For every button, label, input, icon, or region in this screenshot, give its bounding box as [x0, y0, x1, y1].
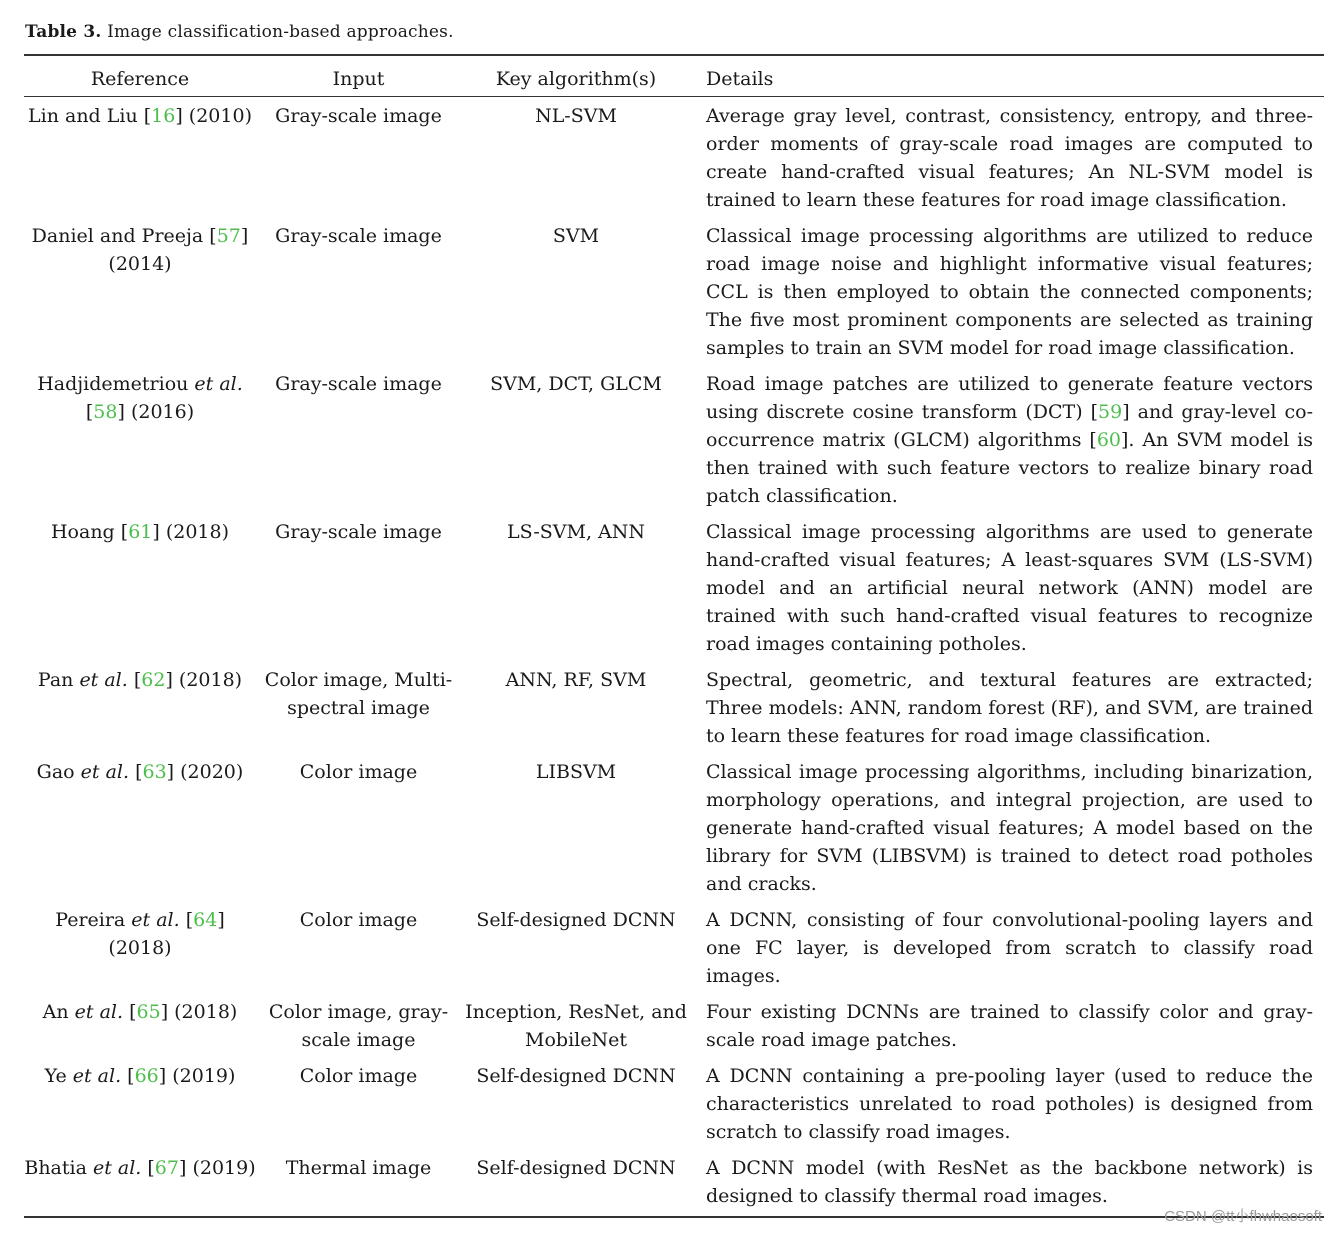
reference-author: An	[42, 1001, 75, 1023]
reference-etal: et al.	[74, 1001, 124, 1023]
table-row	[24, 993, 1324, 1057]
reference-year: (2014)	[108, 253, 172, 275]
table-caption	[25, 22, 454, 42]
details-cell: Classical image processing algorithms, including binarization, morphology operations, and integral projection, are used to generate hand-crafted visual features; A model based on the library for SVM (LIBSVM) is trained to detect road potholes and cracks.	[706, 761, 1313, 895]
reference-year: (2018)	[174, 1001, 238, 1023]
table-caption-label: Table 3.	[25, 22, 102, 42]
reference-year: (2018)	[108, 937, 172, 959]
algorithm-cell: Inception, ResNet, and MobileNet	[465, 1001, 687, 1051]
reference-cell: Bhatia et al. [67] (2019)	[24, 1149, 256, 1217]
table-row	[24, 217, 1324, 365]
details-cell: Average gray level, contrast, consistency, entropy, and three-order moments of gray-scale road images are computed to create hand-crafted visual features; An NL-SVM model is trained to learn these features for road image classification.	[706, 105, 1313, 211]
reference-year: (2018)	[165, 521, 230, 543]
reference-author: Lin and Liu	[28, 105, 144, 127]
details-cell: Spectral, geometric, and textural features are extracted; Three models: ANN, random forest (RF), and SVM, are trained to learn these features for road image classification.	[706, 669, 1313, 747]
reference-etal: et al.	[194, 373, 243, 395]
citation-link[interactable]: 64	[193, 909, 218, 931]
reference-author: Hadjidemetriou	[37, 373, 195, 395]
reference-etal: et al.	[80, 761, 130, 783]
classification-table	[24, 54, 1324, 1218]
table-row	[24, 1057, 1324, 1149]
table-row	[24, 901, 1324, 993]
table-row	[24, 1149, 1324, 1217]
reference-cell: Hadjidemetriou et al. [58] (2016)	[37, 373, 243, 423]
reference-year: (2010)	[188, 105, 252, 127]
reference-author: Gao	[36, 761, 81, 783]
reference-cell: Ye et al. [66] (2019)	[44, 1065, 236, 1087]
citation-link[interactable]: 58	[93, 401, 118, 423]
header-details: Details	[691, 55, 1324, 97]
reference-etal: et al.	[131, 909, 180, 931]
algorithm-cell: SVM, DCT, GLCM	[490, 373, 662, 395]
reference-author: Bhatia	[24, 1157, 93, 1179]
citation-link[interactable]: 63	[142, 761, 167, 783]
algorithm-cell: Self-designed DCNN	[461, 1149, 691, 1217]
details-cell: A DCNN containing a pre-pooling layer (used to reduce the characteristics unrelated to road potholes) is designed from scratch to classify road images.	[706, 1065, 1313, 1143]
input-cell: Color image, Multi-spectral image	[264, 669, 453, 719]
reference-cell: Pereira et al. [64] (2018)	[55, 909, 225, 959]
citation-link[interactable]: 57	[216, 225, 241, 247]
reference-cell: Lin and Liu [16] (2010)	[28, 105, 252, 127]
algorithm-cell: LS-SVM, ANN	[507, 521, 645, 543]
reference-cell: Hoang [61] (2018)	[50, 521, 230, 543]
details-cell: Road image patches are utilized to generate feature vectors using discrete cosine transform (DCT) [59] and gray-level co-occurrence matrix (GLCM) algorithms [60]. An SVM model is then trained with such feature vectors to realize binary road patch classification.	[706, 373, 1313, 507]
reference-cell: An et al. [65] (2018)	[42, 1001, 238, 1023]
reference-author: Hoang	[50, 521, 121, 543]
details-cell: A DCNN model (with ResNet as the backbone network) is designed to classify thermal road images.	[691, 1149, 1324, 1217]
reference-year: (2016)	[130, 401, 195, 423]
input-cell: Color image, gray-scale image	[268, 1001, 449, 1051]
header-reference: Reference	[24, 55, 256, 97]
reference-cell: Pan et al. [62] (2018)	[37, 669, 243, 691]
input-cell: Gray-scale image	[275, 521, 442, 543]
algorithm-cell: NL-SVM	[535, 105, 617, 127]
algorithm-cell: ANN, RF, SVM	[505, 669, 647, 691]
table-row	[24, 97, 1324, 218]
header-row	[24, 55, 1324, 97]
input-cell: Color image	[299, 1065, 418, 1087]
table-row	[24, 661, 1324, 753]
citation-link[interactable]: 61	[128, 521, 153, 543]
input-cell: Thermal image	[256, 1149, 461, 1217]
table-caption-text: Image classification-based approaches.	[107, 22, 454, 42]
reference-year: (2018)	[178, 669, 243, 691]
input-cell: Color image	[299, 761, 418, 783]
reference-etal: et al.	[92, 1157, 142, 1179]
reference-author: Pereira	[55, 909, 132, 931]
reference-year: (2019)	[192, 1157, 256, 1179]
algorithm-cell: Self-designed DCNN	[476, 909, 676, 931]
citation-link[interactable]: 67	[154, 1157, 179, 1179]
input-cell: Gray-scale image	[275, 105, 442, 127]
reference-cell: Gao et al. [63] (2020)	[36, 761, 244, 783]
details-cell: A DCNN, consisting of four convolutional-pooling layers and one FC layer, is developed from scratch to classify road images.	[706, 909, 1313, 987]
reference-etal: et al.	[72, 1065, 122, 1087]
reference-author: Ye	[44, 1065, 73, 1087]
input-cell: Color image	[299, 909, 418, 931]
table-row	[24, 365, 1324, 513]
citation-link[interactable]: 62	[141, 669, 166, 691]
reference-year: (2020)	[180, 761, 244, 783]
details-cell: Classical image processing algorithms are used to generate hand-crafted visual features; A least-squares SVM (LS-SVM) model and an artificial neural network (ANN) model are trained with such hand-crafted visual features to recognize road images containing potholes.	[706, 521, 1313, 655]
reference-cell: Daniel and Preeja [57] (2014)	[31, 225, 249, 275]
citation-link[interactable]: 66	[134, 1065, 159, 1087]
reference-author: Daniel and Preeja	[31, 225, 204, 247]
reference-etal: et al.	[79, 669, 128, 691]
citation-link[interactable]: 65	[136, 1001, 161, 1023]
table-row	[24, 753, 1324, 901]
header-algorithm: Key algorithm(s)	[461, 55, 691, 97]
algorithm-cell: Self-designed DCNN	[476, 1065, 676, 1087]
reference-author: Pan	[37, 669, 80, 691]
input-cell: Gray-scale image	[275, 373, 442, 395]
algorithm-cell: SVM	[552, 225, 600, 247]
details-cell: Classical image processing algorithms are utilized to reduce road image noise and highlight informative visual features; CCL is then employed to obtain the connected components; The five most prominent components are selected as training samples to train an SVM model for road image classification.	[706, 225, 1313, 359]
citation-link[interactable]: 16	[151, 105, 176, 127]
input-cell: Gray-scale image	[275, 225, 442, 247]
header-input: Input	[256, 55, 461, 97]
reference-year: (2019)	[172, 1065, 236, 1087]
watermark: CSDN @tt小fhwhaosoft	[1164, 1208, 1322, 1225]
table-body	[24, 97, 1324, 1218]
details-cell: Four existing DCNNs are trained to classify color and gray-scale road image patches.	[706, 1001, 1313, 1051]
table-row	[24, 513, 1324, 661]
algorithm-cell: LIBSVM	[535, 761, 617, 783]
